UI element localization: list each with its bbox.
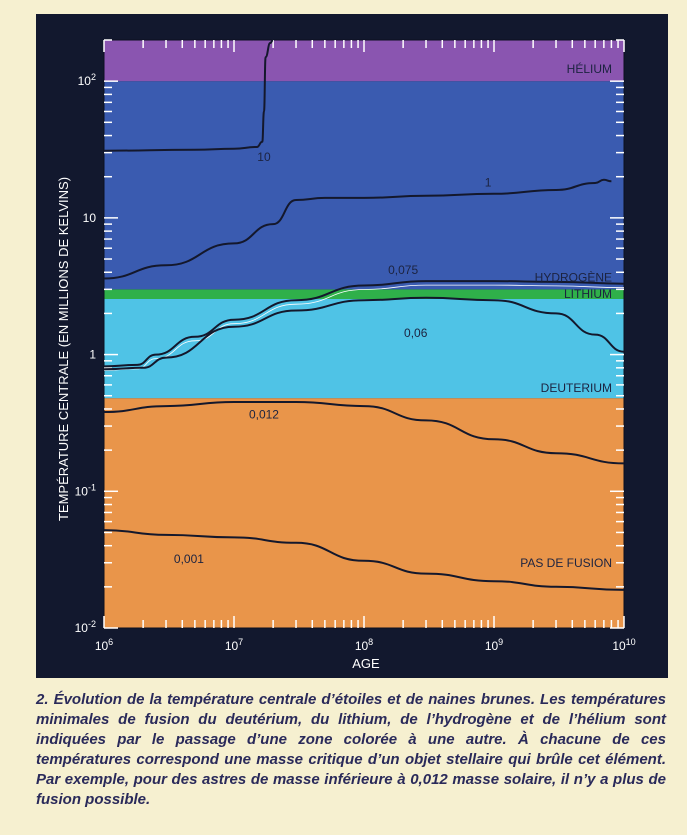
curve-label-0-012: 0,012 [248,407,279,422]
chart-panel [36,14,668,678]
y-tick-label: $10^{-1}$ [74,482,96,499]
zone-hydrogene [104,81,624,289]
fusion-zones [104,40,624,628]
y-tick-label: $10^2$ [77,72,96,89]
zone-label-lithium: LITHIUM [564,286,612,301]
zone-label-helium: HÉLIUM [566,62,612,77]
zone-label-deuterium: DEUTERIUM [540,381,612,396]
x-tick-label: $10^6$ [94,637,114,653]
curve-label-1: 1 [484,175,492,190]
y-tick-label: $10^{-2}$ [74,619,96,635]
zone-pas-de-fusion [104,398,624,628]
x-tick-label: $10^8$ [354,637,374,653]
y-axis-title: TEMPÉRATURE CENTRALE (EN MILLIONS DE KELVINS) [56,176,71,522]
x-tick-label: $10^{10}$ [612,637,636,653]
zone-label-hydrogene: HYDROGÈNE [534,270,612,285]
curve-label-10: 10 [257,150,271,165]
curve-label-0-06: 0,06 [404,325,428,340]
x-tick-label: $10^9$ [484,637,504,653]
figure-caption: 2. Évolution de la température centrale d’étoiles et de naines brunes. Les températures minimales de fusion du deutérium, du lithium, de l’hydrogène et de l’hélium sont indiquées par le passage d’une zone colorée à une autre. À chacune de ces températures correspond une masse critique d’un objet stellaire qui brûle cet élément. Par exemple, pour des astres de masse inférieure à 0,012 masse solaire, il n’y a plus de fusion possible. [36,691,666,808]
x-tick-label: $10^7$ [224,637,244,653]
y-tick-label: 1 [89,347,96,362]
y-tick-label: 10 [82,210,96,225]
x-axis-title: AGE [352,656,380,671]
zone-lithium [104,286,624,301]
chart [36,14,668,678]
zone-label-pas-de-fusion: PAS DE FUSION [520,555,612,570]
curve-label-0-075: 0,075 [388,262,419,277]
curve-label-0-001: 0,001 [173,551,204,566]
